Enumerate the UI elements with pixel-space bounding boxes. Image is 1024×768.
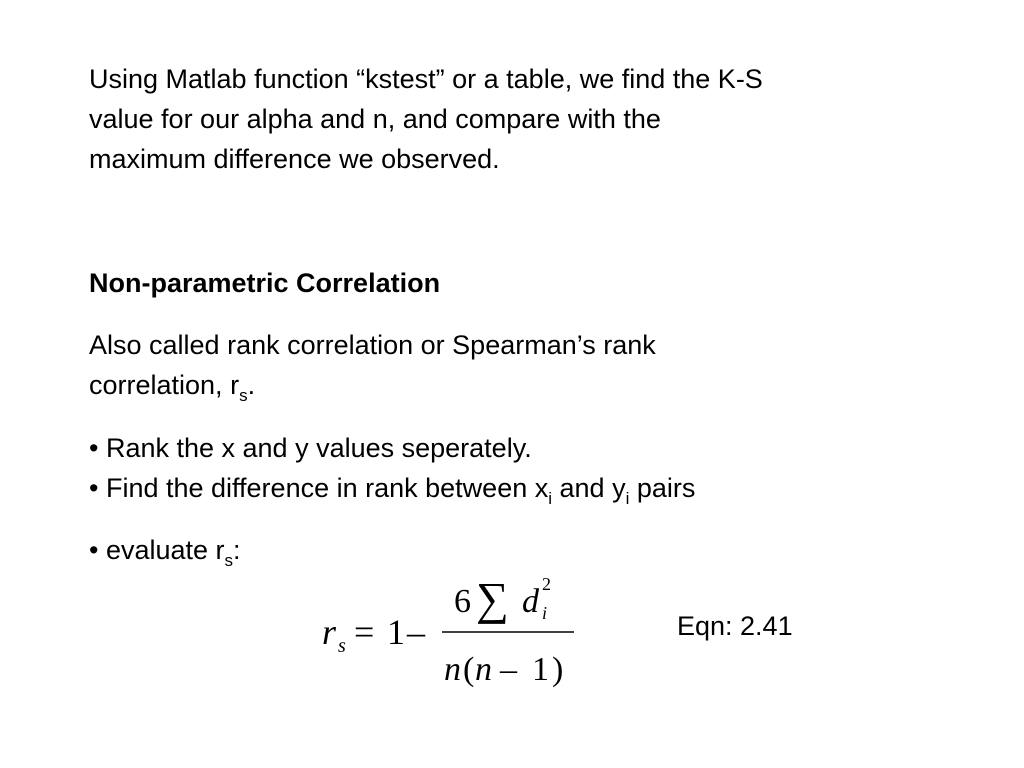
denominator-close-paren: ) [552,651,564,688]
rs-subscript: s [239,386,248,405]
bullet-difference-text: • Find the difference in rank between x [89,473,549,503]
description-text: correlation, r [89,370,240,400]
bullet-evaluate-colon: : [233,535,241,565]
formula-lhs: r [322,612,337,652]
bullet-rank: • Rank the x and y values seperately. [89,433,532,463]
formula-one: 1 [387,612,405,652]
sum-symbol: ∑ [476,573,509,624]
bullet-difference-suffix: pairs [629,473,696,503]
yi-subscript: i [625,489,630,508]
bullet-evaluate [89,530,241,570]
equation-label: Eqn: 2.41 [677,611,793,641]
bullet-difference [89,468,695,508]
denominator-one: 1 [532,651,549,688]
denominator-open-paren: ( [463,651,475,688]
intro-line-1: Using Matlab function “kstest” or a table, we find the K-S [89,64,763,94]
numerator-subscript: i [542,603,548,623]
formula-minus: – [407,612,425,652]
formula-lhs-subscript: s [338,635,346,657]
xi-subscript: i [548,489,553,508]
bullet-evaluate-text: • evaluate r [89,535,225,565]
evaluate-subscript: s [224,551,234,570]
denominator-n2: n [475,651,492,688]
description-line-1: Also called rank correlation or Spearman’s rank [89,330,656,360]
numerator-coefficient: 6 [454,583,471,620]
formula-equals: = [354,612,375,652]
intro-line-2: value for our alpha and n, and compare with the [89,104,661,134]
description-period: . [247,370,256,400]
numerator-superscript: 2 [542,574,551,594]
numerator-variable: d [522,583,539,620]
description-line-2 [89,365,255,405]
section-heading: Non-parametric Correlation [89,268,441,298]
spearman-formula [318,566,588,696]
denominator-n: n [444,651,461,688]
bullet-difference-mid: and y [552,473,626,503]
intro-line-3: maximum difference we observed. [89,144,500,174]
denominator-minus: – [500,651,517,688]
